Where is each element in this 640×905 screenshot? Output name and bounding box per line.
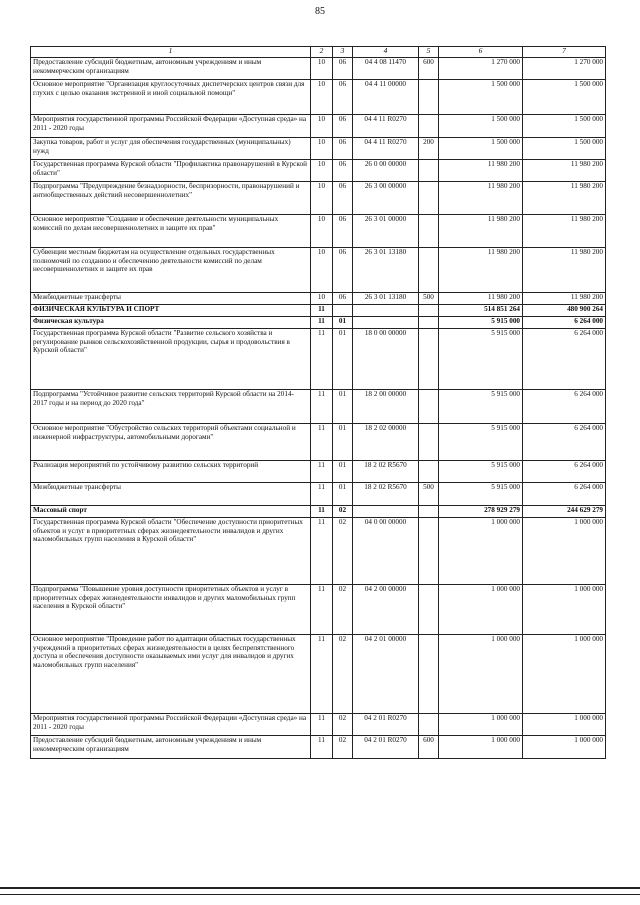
cell-name: Межбюджетные трансферты (31, 293, 311, 305)
cell-v1: 5 915 000 (439, 390, 523, 424)
cell-pr: 06 (333, 58, 353, 80)
table-row (31, 80, 606, 115)
cell-v2: 11 980 200 (523, 215, 606, 248)
cell-pr: 02 (333, 506, 353, 518)
column-header: 2 (311, 47, 333, 58)
cell-vr (419, 506, 439, 518)
cell-name: Основное мероприятие "Обустройство сельских территорий объектами социальной и инженерной инфраструктуры, автомобильными дорогами" (31, 424, 311, 461)
table-row (31, 329, 606, 390)
cell-pr: 02 (333, 518, 353, 585)
cell-vr (419, 80, 439, 115)
cell-csr: 04 2 01 00000 (353, 635, 419, 714)
cell-rz: 11 (311, 329, 333, 390)
budget-table (30, 46, 606, 759)
bottom-rule (0, 887, 640, 889)
table-row (31, 182, 606, 215)
column-header: 1 (31, 47, 311, 58)
cell-name: Основное мероприятие "Организация круглосуточных диспетчерских центров связи для глухих с целью оказания экстренной и иной социальной помощи" (31, 80, 311, 115)
cell-csr: 26 0 00 00000 (353, 160, 419, 182)
cell-rz: 11 (311, 506, 333, 518)
cell-v1: 1 270 000 (439, 58, 523, 80)
cell-v2: 1 500 000 (523, 115, 606, 138)
cell-name: Основное мероприятие "Проведение работ по адаптации областных государственных учреждений в приоритетных сферах жизнедеятельности в целях беспрепятственного доступа и обеспечения доступности оказываемых ими услуг для инвалидов и других маломобильных групп населения" (31, 635, 311, 714)
cell-rz: 10 (311, 182, 333, 215)
cell-rz: 11 (311, 390, 333, 424)
cell-rz: 10 (311, 80, 333, 115)
cell-v1: 5 915 000 (439, 317, 523, 329)
cell-rz: 10 (311, 115, 333, 138)
table-row (31, 483, 606, 506)
cell-name: Массовый спорт (31, 506, 311, 518)
cell-rz: 10 (311, 215, 333, 248)
table-row (31, 424, 606, 461)
cell-v1: 1 000 000 (439, 585, 523, 635)
cell-csr (353, 317, 419, 329)
table-row (31, 390, 606, 424)
cell-csr: 04 4 11 R0270 (353, 115, 419, 138)
cell-vr (419, 714, 439, 736)
cell-vr: 500 (419, 483, 439, 506)
cell-rz: 11 (311, 714, 333, 736)
cell-pr: 06 (333, 138, 353, 160)
cell-vr (419, 248, 439, 293)
cell-v2: 1 500 000 (523, 80, 606, 115)
cell-v2: 480 900 264 (523, 305, 606, 317)
cell-name: Подпрограмма "Устойчивое развитие сельских территорий Курской области на 2014-2017 годы и на период до 2020 года" (31, 390, 311, 424)
column-header: 5 (419, 47, 439, 58)
cell-rz: 10 (311, 58, 333, 80)
cell-name: Подпрограмма "Предупреждение безнадзорности, беспризорности, правонарушений и антиобщественных действий несовершеннолетних" (31, 182, 311, 215)
cell-csr: 18 2 02 00000 (353, 424, 419, 461)
cell-pr: 06 (333, 115, 353, 138)
cell-pr: 01 (333, 317, 353, 329)
cell-v2: 11 980 200 (523, 293, 606, 305)
cell-v2: 11 980 200 (523, 248, 606, 293)
cell-rz: 10 (311, 248, 333, 293)
cell-v1: 11 980 200 (439, 293, 523, 305)
cell-v1: 11 980 200 (439, 215, 523, 248)
cell-pr: 02 (333, 714, 353, 736)
cell-vr (419, 305, 439, 317)
cell-pr: 02 (333, 736, 353, 759)
header-row (31, 47, 606, 58)
cell-v1: 11 980 200 (439, 160, 523, 182)
cell-v1: 1 000 000 (439, 635, 523, 714)
cell-name: Государственная программа Курской области "Обеспечение доступности приоритетных объектов и услуг в приоритетных сферах жизнедеятельности инвалидов и других маломобильных групп населения в Курской области" (31, 518, 311, 585)
cell-vr (419, 585, 439, 635)
cell-v1: 278 929 279 (439, 506, 523, 518)
cell-vr (419, 115, 439, 138)
cell-v2: 6 264 000 (523, 461, 606, 483)
cell-csr: 26 3 01 13180 (353, 248, 419, 293)
table-row (31, 736, 606, 759)
cell-csr: 04 2 01 R0270 (353, 714, 419, 736)
table-row (31, 215, 606, 248)
page-number: 85 (315, 6, 325, 17)
cell-vr (419, 390, 439, 424)
cell-csr: 04 4 11 00000 (353, 80, 419, 115)
cell-vr (419, 518, 439, 585)
cell-rz: 11 (311, 585, 333, 635)
cell-v1: 1 500 000 (439, 115, 523, 138)
cell-csr: 26 3 01 13180 (353, 293, 419, 305)
bottom-rule (0, 894, 640, 895)
cell-v2: 6 264 000 (523, 390, 606, 424)
cell-v2: 6 264 000 (523, 329, 606, 390)
cell-v2: 1 000 000 (523, 585, 606, 635)
cell-name: Реализация мероприятий по устойчивому развитию сельских территорий (31, 461, 311, 483)
table-row (31, 58, 606, 80)
cell-name: Закупка товаров, работ и услуг для обеспечения государственных (муниципальных) нужд (31, 138, 311, 160)
cell-pr: 06 (333, 293, 353, 305)
cell-vr (419, 635, 439, 714)
table-row (31, 585, 606, 635)
cell-rz: 11 (311, 424, 333, 461)
table-row (31, 160, 606, 182)
table-row (31, 317, 606, 329)
cell-pr: 06 (333, 160, 353, 182)
cell-name: Межбюджетные трансферты (31, 483, 311, 506)
cell-csr: 18 0 00 00000 (353, 329, 419, 390)
cell-v2: 11 980 200 (523, 160, 606, 182)
cell-name: Основное мероприятие "Создание и обеспечение деятельности муниципальных комиссий по делам несовершеннолетних и защите их прав" (31, 215, 311, 248)
cell-csr: 04 2 00 00000 (353, 585, 419, 635)
cell-csr (353, 506, 419, 518)
cell-v2: 6 264 000 (523, 424, 606, 461)
cell-vr (419, 424, 439, 461)
table-row (31, 115, 606, 138)
cell-vr (419, 160, 439, 182)
cell-pr: 06 (333, 248, 353, 293)
cell-vr (419, 215, 439, 248)
cell-pr: 01 (333, 329, 353, 390)
cell-v2: 1 000 000 (523, 518, 606, 585)
cell-rz: 11 (311, 305, 333, 317)
cell-vr: 500 (419, 293, 439, 305)
cell-csr (353, 305, 419, 317)
cell-v1: 5 915 000 (439, 483, 523, 506)
cell-v2: 1 000 000 (523, 714, 606, 736)
cell-name: Государственная программа Курской области "Развитие сельского хозяйства и регулирование рынков сельскохозяйственной продукции, сырья и продовольствия в Курской области" (31, 329, 311, 390)
cell-v2: 1 000 000 (523, 736, 606, 759)
cell-v2: 6 264 000 (523, 317, 606, 329)
table-row (31, 714, 606, 736)
cell-v1: 11 980 200 (439, 248, 523, 293)
cell-v2: 244 629 279 (523, 506, 606, 518)
cell-csr: 26 3 01 00000 (353, 215, 419, 248)
cell-rz: 11 (311, 461, 333, 483)
cell-rz: 10 (311, 160, 333, 182)
column-header: 7 (523, 47, 606, 58)
cell-vr (419, 317, 439, 329)
cell-v1: 1 000 000 (439, 518, 523, 585)
cell-vr: 600 (419, 736, 439, 759)
table-row (31, 635, 606, 714)
cell-csr: 18 2 00 00000 (353, 390, 419, 424)
cell-v1: 1 000 000 (439, 714, 523, 736)
table-row (31, 461, 606, 483)
cell-rz: 11 (311, 483, 333, 506)
table-row (31, 138, 606, 160)
cell-csr: 04 2 01 R0270 (353, 736, 419, 759)
cell-name: Подпрограмма "Повышение уровня доступности приоритетных объектов и услуг в приоритетных сферах жизнедеятельности инвалидов и других маломобильных групп населения в Курской области" (31, 585, 311, 635)
column-header: 3 (333, 47, 353, 58)
cell-name: ФИЗИЧЕСКАЯ КУЛЬТУРА И СПОРТ (31, 305, 311, 317)
cell-rz: 10 (311, 138, 333, 160)
column-header: 6 (439, 47, 523, 58)
cell-v2: 6 264 000 (523, 483, 606, 506)
cell-pr (333, 305, 353, 317)
cell-name: Физическая культура (31, 317, 311, 329)
cell-pr: 06 (333, 80, 353, 115)
cell-v1: 1 000 000 (439, 736, 523, 759)
cell-csr: 04 0 00 00000 (353, 518, 419, 585)
cell-vr: 600 (419, 58, 439, 80)
cell-v2: 1 270 000 (523, 58, 606, 80)
cell-vr (419, 329, 439, 390)
cell-v2: 1 500 000 (523, 138, 606, 160)
cell-v1: 1 500 000 (439, 138, 523, 160)
cell-pr: 01 (333, 390, 353, 424)
column-header: 4 (353, 47, 419, 58)
cell-vr (419, 461, 439, 483)
cell-csr: 04 4 11 R0270 (353, 138, 419, 160)
cell-name: Мероприятия государственной программы Российской Федерации «Доступная среда» на 2011 - 2020 годы (31, 115, 311, 138)
cell-rz: 11 (311, 518, 333, 585)
cell-pr: 01 (333, 461, 353, 483)
cell-v1: 5 915 000 (439, 461, 523, 483)
cell-pr: 02 (333, 635, 353, 714)
cell-rz: 11 (311, 736, 333, 759)
table-row (31, 506, 606, 518)
table-row (31, 518, 606, 585)
cell-csr: 18 2 02 R5670 (353, 461, 419, 483)
cell-rz: 11 (311, 635, 333, 714)
cell-name: Предоставление субсидий бюджетным, автономным учреждениям и иным некоммерческим организациям (31, 58, 311, 80)
cell-csr: 18 2 02 R5670 (353, 483, 419, 506)
table-row (31, 305, 606, 317)
cell-vr (419, 182, 439, 215)
cell-vr: 200 (419, 138, 439, 160)
cell-pr: 01 (333, 483, 353, 506)
cell-v1: 11 980 200 (439, 182, 523, 215)
cell-v1: 5 915 000 (439, 424, 523, 461)
cell-pr: 02 (333, 585, 353, 635)
cell-name: Мероприятия государственной программы Российской Федерации «Доступная среда» на 2011 - 2020 годы (31, 714, 311, 736)
cell-name: Субвенции местным бюджетам на осуществление отдельных государственных полномочий по созданию и обеспечению деятельности комиссий по делам несовершеннолетних и защите их прав (31, 248, 311, 293)
cell-v1: 5 915 000 (439, 329, 523, 390)
cell-pr: 06 (333, 182, 353, 215)
cell-pr: 01 (333, 424, 353, 461)
cell-name: Государственная программа Курской области "Профилактика правонарушений в Курской области" (31, 160, 311, 182)
cell-csr: 26 3 00 00000 (353, 182, 419, 215)
table-row (31, 248, 606, 293)
cell-csr: 04 4 08 11470 (353, 58, 419, 80)
cell-v1: 1 500 000 (439, 80, 523, 115)
cell-name: Предоставление субсидий бюджетным, автономным учреждениям и иным некоммерческим организациям (31, 736, 311, 759)
cell-rz: 10 (311, 293, 333, 305)
cell-v2: 11 980 200 (523, 182, 606, 215)
table-row (31, 293, 606, 305)
cell-rz: 11 (311, 317, 333, 329)
cell-pr: 06 (333, 215, 353, 248)
cell-v2: 1 000 000 (523, 635, 606, 714)
cell-v1: 514 851 264 (439, 305, 523, 317)
